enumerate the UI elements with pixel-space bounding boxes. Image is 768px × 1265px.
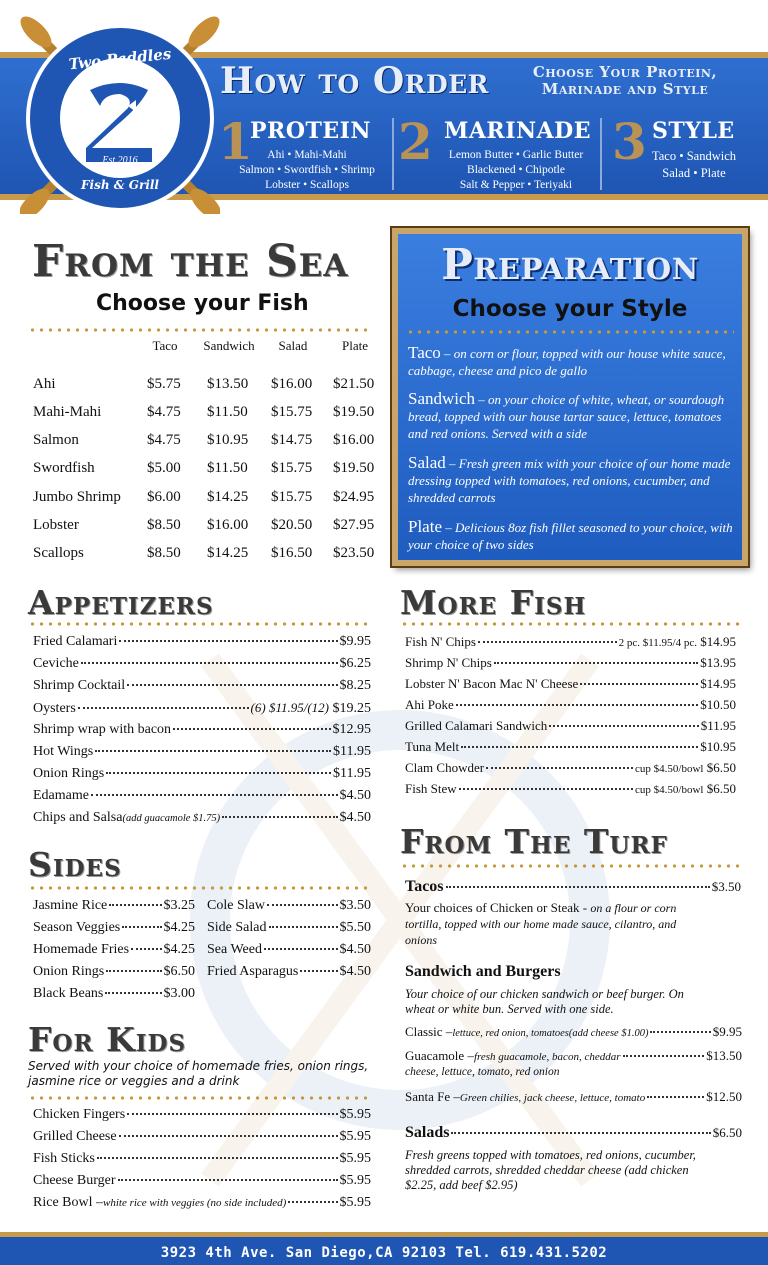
item-price: $5.95 — [339, 1195, 371, 1210]
kids-note: Served with your choice of homemade fries, onion rings, jasmine rice or veggies and a drink — [28, 1059, 369, 1088]
appetizer-item — [33, 678, 371, 694]
leader-dots — [119, 640, 337, 642]
item-name: Oysters — [33, 701, 76, 716]
item-price: $5.95 — [339, 1107, 371, 1122]
step-divider — [392, 118, 394, 190]
fish-name: Lobster — [33, 517, 79, 533]
fish-row — [33, 545, 383, 573]
item-price: $14.95 — [700, 676, 736, 691]
item-name: Fish Sticks — [33, 1151, 95, 1166]
dotted-divider — [28, 886, 372, 890]
item-price: $6.50 — [163, 964, 195, 979]
leader-dots — [81, 662, 338, 664]
item-name: Onion Rings — [33, 766, 105, 781]
price-salad: $15.75 — [271, 489, 313, 505]
item-name: Fried Calamari — [33, 634, 118, 649]
price-plate: $23.50 — [333, 545, 375, 561]
item-price: $4.25 — [163, 920, 195, 935]
appetizers-title: Appetizers — [28, 583, 214, 622]
side-item — [207, 920, 371, 936]
item-name: Jasmine Rice — [33, 898, 108, 913]
step-title: PROTEIN — [250, 118, 372, 144]
step-number: 2 — [398, 112, 433, 171]
price-taco: $6.00 — [147, 489, 181, 505]
more-fish-item — [405, 676, 736, 692]
item-note: cup $4.50/bowl — [635, 763, 704, 775]
more-fish-item — [405, 739, 736, 755]
sides-title: Sides — [28, 845, 122, 884]
appetizer-item — [33, 766, 371, 782]
burger-item — [405, 1048, 742, 1064]
prep-item-desc: – Delicious 8oz fish fillet seasoned to your choice, with your choice of two sides — [408, 520, 733, 552]
more-fish-item — [405, 718, 736, 734]
item-name: Homemade Fries — [33, 942, 130, 957]
leader-dots — [461, 746, 698, 748]
col-header-salad: Salad — [278, 338, 308, 353]
col-header-sandwich: Sandwich — [203, 338, 255, 353]
item-name: Season Veggies — [33, 920, 121, 935]
salads-item — [405, 1124, 742, 1142]
kids-item — [33, 1107, 371, 1123]
leader-dots — [106, 970, 161, 972]
leader-dots — [109, 904, 161, 906]
burger-item — [405, 1089, 742, 1105]
item-price: $4.50 — [339, 964, 371, 979]
item-note: (add guacamole $1.75) — [122, 813, 221, 824]
price-plate: $16.00 — [333, 432, 375, 448]
side-item — [33, 964, 195, 980]
item-name: Salads — [405, 1124, 450, 1141]
option-line: Salt & Pepper • Teriyaki — [459, 179, 573, 191]
appetizer-item — [33, 700, 371, 717]
item-price: $13.50 — [706, 1048, 742, 1063]
item-price: $12.95 — [332, 722, 371, 737]
price-plate: $19.50 — [333, 460, 375, 476]
prep-item-name: Taco — [408, 343, 441, 362]
fish-name: Ahi — [33, 376, 56, 392]
item-name: Lobster N' Bacon Mac N' Cheese — [405, 676, 579, 691]
logo-top-text: Two Paddles — [67, 44, 173, 74]
dotted-divider — [28, 328, 372, 332]
item-name: Fish N' Chips — [405, 634, 476, 649]
option-line: Ahi • Mahi-Mahi — [267, 149, 347, 161]
item-note: white rice with veggies (no side included) — [103, 1197, 287, 1209]
side-item — [33, 986, 195, 1002]
leader-dots — [478, 641, 617, 643]
item-price: $11.95 — [700, 718, 736, 733]
option-line: Salad • Plate — [662, 166, 726, 180]
leader-dots — [623, 1055, 705, 1057]
price-salad: $15.75 — [271, 404, 313, 420]
fish-name: Scallops — [33, 545, 84, 561]
item-note: fresh guacamole, bacon, cheddar — [473, 1051, 621, 1063]
item-name: Hot Wings — [33, 744, 94, 759]
fish-name: Salmon — [33, 432, 79, 448]
price-sandwich: $13.50 — [207, 376, 249, 392]
leader-dots — [446, 886, 710, 888]
side-item — [207, 964, 371, 980]
item-name: Classic – — [405, 1024, 453, 1039]
prep-item-plate — [408, 518, 736, 553]
step-divider — [600, 118, 602, 190]
appetizer-item — [33, 656, 371, 672]
leader-dots — [122, 926, 161, 928]
item-name: Clam Chowder — [405, 760, 485, 775]
item-price: $8.25 — [339, 678, 371, 693]
kids-item — [33, 1173, 371, 1189]
item-price: $3.00 — [163, 986, 195, 1001]
footer-bar — [0, 1232, 768, 1265]
price-salad: $15.75 — [271, 460, 313, 476]
price-salad: $16.00 — [271, 376, 313, 392]
step-title: STYLE — [652, 118, 735, 144]
turf-title: From The Turf — [400, 822, 668, 861]
price-salad: $14.75 — [271, 432, 313, 448]
leader-dots — [580, 683, 698, 685]
price-taco: $4.75 — [147, 432, 181, 448]
item-price: $6.50 — [706, 760, 736, 775]
item-name: Grilled Cheese — [33, 1129, 117, 1144]
item-name: Grilled Calamari Sandwich — [405, 718, 548, 733]
side-item — [33, 898, 195, 914]
step-options — [632, 148, 756, 182]
step-protein — [218, 112, 388, 194]
dotted-divider — [28, 622, 372, 626]
fish-row — [33, 489, 383, 517]
preparation-box — [392, 228, 748, 566]
how-to-order-title: How to Order — [220, 60, 489, 102]
item-price: $11.95 — [333, 744, 371, 759]
price-plate: $21.50 — [333, 376, 375, 392]
price-sandwich: $16.00 — [207, 517, 249, 533]
sandwich-burgers-heading: Sandwich and Burgers — [405, 963, 561, 980]
leader-dots — [494, 662, 698, 664]
item-name: Tacos — [405, 878, 444, 895]
price-salad: $16.50 — [271, 545, 313, 561]
item-price: $3.50 — [711, 879, 741, 894]
burger-extra: cheese, lettuce, tomato, red onion — [405, 1066, 560, 1078]
item-price: $10.95 — [700, 739, 736, 754]
dotted-divider — [400, 864, 740, 868]
dotted-divider — [28, 1096, 372, 1100]
step-options — [428, 148, 604, 193]
fish-name: Swordfish — [33, 460, 95, 476]
logo-est: Est.2016 — [102, 155, 138, 166]
item-name: Cheese Burger — [33, 1173, 116, 1188]
item-price: $6.50 — [712, 1125, 742, 1140]
item-price: $19.25 — [332, 701, 371, 716]
item-name: Shrimp Cocktail — [33, 678, 126, 693]
item-name: Black Beans — [33, 986, 104, 1001]
appetizer-item — [33, 722, 371, 738]
appetizer-item — [33, 810, 371, 826]
price-plate: $24.95 — [333, 489, 375, 505]
appetizer-item — [33, 744, 371, 760]
more-fish-item — [405, 655, 736, 671]
logo-bottom-text: Fish & Grill — [81, 178, 159, 192]
item-name: Fried Asparagus — [207, 964, 299, 979]
leader-dots — [647, 1096, 704, 1098]
price-taco: $8.50 — [147, 545, 181, 561]
item-price: $6.50 — [706, 781, 736, 796]
leader-dots — [127, 684, 337, 686]
fish-name: Jumbo Shrimp — [33, 489, 121, 505]
item-price: $9.95 — [712, 1024, 742, 1039]
prep-item-name: Salad — [408, 453, 446, 472]
leader-dots — [300, 970, 337, 972]
item-name: Edamame — [33, 788, 89, 803]
desc-italic: on a flour or corn tortilla, topped with our home made sauce, cilantro, and onions — [405, 901, 677, 947]
item-price: $5.50 — [339, 920, 371, 935]
appetizer-item — [33, 634, 371, 650]
item-name: Side Salad — [207, 920, 267, 935]
leader-dots — [267, 904, 338, 906]
more-fish-item — [405, 634, 736, 650]
item-price: $9.95 — [339, 634, 371, 649]
leader-dots — [105, 992, 161, 994]
kids-item — [33, 1129, 371, 1145]
leader-dots — [222, 816, 337, 818]
tacos-desc — [405, 900, 705, 948]
item-name: Ceviche — [33, 656, 79, 671]
col-header-plate: Plate — [342, 338, 368, 353]
leader-dots — [451, 1132, 710, 1134]
leader-dots — [269, 926, 338, 928]
item-price: $4.50 — [339, 810, 371, 825]
item-price: $5.95 — [339, 1129, 371, 1144]
desc-main: Your choices of Chicken or Steak - — [405, 900, 591, 915]
prep-item-salad — [408, 454, 736, 506]
item-name: Santa Fe – — [405, 1089, 460, 1104]
side-item — [33, 920, 195, 936]
kids-item — [33, 1151, 371, 1167]
price-taco: $4.75 — [147, 404, 181, 420]
leader-dots — [264, 948, 338, 950]
leader-dots — [549, 725, 698, 727]
how-to-order-subtitle: Choose Your Protein, Marinade and Style — [532, 63, 718, 98]
kids-item — [33, 1195, 371, 1211]
item-price: $4.50 — [339, 788, 371, 803]
prep-item-desc: – Fresh green mix with your choice of our home made dressing topped with tomatoes, red onions, cucumber, and shredded carrots — [408, 456, 731, 505]
item-price: $4.25 — [163, 942, 195, 957]
col-header-taco: Taco — [152, 338, 178, 353]
fish-name: Mahi-Mahi — [33, 404, 102, 420]
option-line: Taco • Sandwich — [651, 149, 737, 163]
item-note: Green chilies, jack cheese, lettuce, tomato — [459, 1092, 646, 1104]
price-taco: $5.75 — [147, 376, 181, 392]
item-price: $11.95 — [333, 766, 371, 781]
step-style — [612, 112, 762, 194]
item-name: Fish Stew — [405, 781, 457, 796]
item-price: $5.95 — [339, 1173, 371, 1188]
leader-dots — [650, 1031, 710, 1033]
fish-row — [33, 460, 383, 488]
leader-dots — [288, 1201, 337, 1203]
price-sandwich: $11.50 — [207, 460, 248, 476]
item-note: 2 pc. $11.95/4 pc. — [618, 637, 697, 649]
prep-item-taco — [408, 344, 736, 379]
step-number: 3 — [612, 112, 647, 171]
fish-row — [33, 376, 383, 404]
salads-desc: Fresh greens topped with tomatoes, red onions, cucumber, shredded carrots, shredded cheddar cheese (add chicken $2.25, add beef $2.95) — [405, 1148, 696, 1192]
item-price: $14.95 — [700, 634, 736, 649]
price-taco: $8.50 — [147, 517, 181, 533]
leader-dots — [456, 704, 699, 706]
leader-dots — [106, 772, 331, 774]
side-item — [33, 942, 195, 958]
price-sandwich: $14.25 — [207, 489, 249, 505]
option-line: Lobster • Scallops — [265, 179, 349, 191]
price-sandwich: $11.50 — [207, 404, 248, 420]
leader-dots — [127, 1113, 337, 1115]
prep-item-desc: – on your choice of white, wheat, or sourdough bread, topped with our house tartar sauce, lettuce, tomatoes and red onions. Served with a side — [408, 392, 725, 441]
prep-subtitle: Choose your Style — [452, 296, 688, 322]
side-item — [207, 898, 371, 914]
item-name: Shrimp wrap with bacon — [33, 722, 172, 737]
kids-title: For Kids — [28, 1020, 187, 1059]
step-marinade — [398, 112, 598, 194]
more-fish-item — [405, 781, 736, 797]
price-salad: $20.50 — [271, 517, 313, 533]
item-name: Rice Bowl – — [33, 1195, 103, 1210]
option-line: Lemon Butter • Garlic Butter — [448, 149, 584, 161]
item-note: (6) $11.95/(12) — [250, 700, 329, 715]
item-price: $4.50 — [339, 942, 371, 957]
price-sandwich: $14.25 — [207, 545, 249, 561]
sandwich-burgers-desc: Your choice of our chicken sandwich or beef burger. On wheat or white bun. Served with one side. — [405, 987, 684, 1016]
prep-title: Preparation — [441, 240, 699, 289]
item-name: Guacamole – — [405, 1048, 474, 1063]
more-fish-item — [405, 697, 736, 713]
leader-dots — [78, 707, 249, 709]
leader-dots — [95, 750, 331, 752]
item-price: $5.95 — [339, 1151, 371, 1166]
step-options — [214, 148, 400, 193]
item-name: Tuna Melt — [405, 739, 460, 754]
appetizer-item — [33, 788, 371, 804]
leader-dots — [91, 794, 338, 796]
step-title: MARINADE — [444, 118, 592, 144]
fish-row — [33, 432, 383, 460]
prep-item-name: Plate — [408, 517, 442, 536]
leader-dots — [97, 1157, 338, 1159]
price-plate: $19.50 — [333, 404, 375, 420]
item-price: $10.50 — [700, 697, 736, 712]
side-item — [207, 942, 371, 958]
dotted-divider — [400, 622, 740, 626]
leader-dots — [131, 948, 161, 950]
footer-address: 3923 4th Ave. San Diego,CA 92103 Tel. 619.431.5202 — [160, 1245, 608, 1261]
leader-dots — [459, 788, 633, 790]
more-fish-title: More Fish — [400, 583, 587, 622]
item-note: cup $4.50/bowl — [635, 784, 704, 796]
item-price: $6.25 — [339, 656, 371, 671]
burger-item — [405, 1024, 742, 1040]
prep-item-name: Sandwich — [408, 389, 476, 408]
prep-item-desc: – on corn or flour, topped with our house white sauce, cabbage, cheese and pico de gallo — [408, 346, 726, 378]
more-fish-item — [405, 760, 736, 776]
item-name: Chips and Salsa — [33, 810, 123, 825]
step-number: 1 — [218, 112, 253, 171]
sea-subtitle: Choose your Fish — [96, 291, 309, 316]
price-sandwich: $10.95 — [207, 432, 249, 448]
prep-item-sandwich — [408, 390, 736, 442]
item-price: $13.95 — [700, 655, 736, 670]
leader-dots — [119, 1135, 338, 1137]
option-line: Blackened • Chipotle — [467, 164, 565, 176]
leader-dots — [173, 728, 330, 730]
item-price: $3.25 — [163, 898, 195, 913]
option-line: Salmon • Swordfish • Shrimp — [239, 164, 375, 176]
sea-title: From the Sea — [32, 236, 349, 287]
tacos-item — [405, 878, 741, 896]
item-name: Sea Weed — [207, 942, 262, 957]
dotted-divider — [406, 330, 734, 334]
item-name: Shrimp N' Chips — [405, 655, 492, 670]
leader-dots — [118, 1179, 338, 1181]
item-price: $12.50 — [706, 1089, 742, 1104]
leader-dots — [486, 767, 633, 769]
item-note: lettuce, red onion, tomatoes(add cheese $1.00) — [452, 1028, 649, 1039]
price-taco: $5.00 — [147, 460, 181, 476]
fish-row — [33, 517, 383, 545]
item-price: $3.50 — [339, 898, 371, 913]
fish-row — [33, 404, 383, 432]
item-name: Onion Rings — [33, 964, 105, 979]
item-name: Chicken Fingers — [33, 1107, 126, 1122]
item-name: Ahi Poke — [405, 697, 454, 712]
price-plate: $27.95 — [333, 517, 375, 533]
item-name: Cole Slaw — [207, 898, 265, 913]
